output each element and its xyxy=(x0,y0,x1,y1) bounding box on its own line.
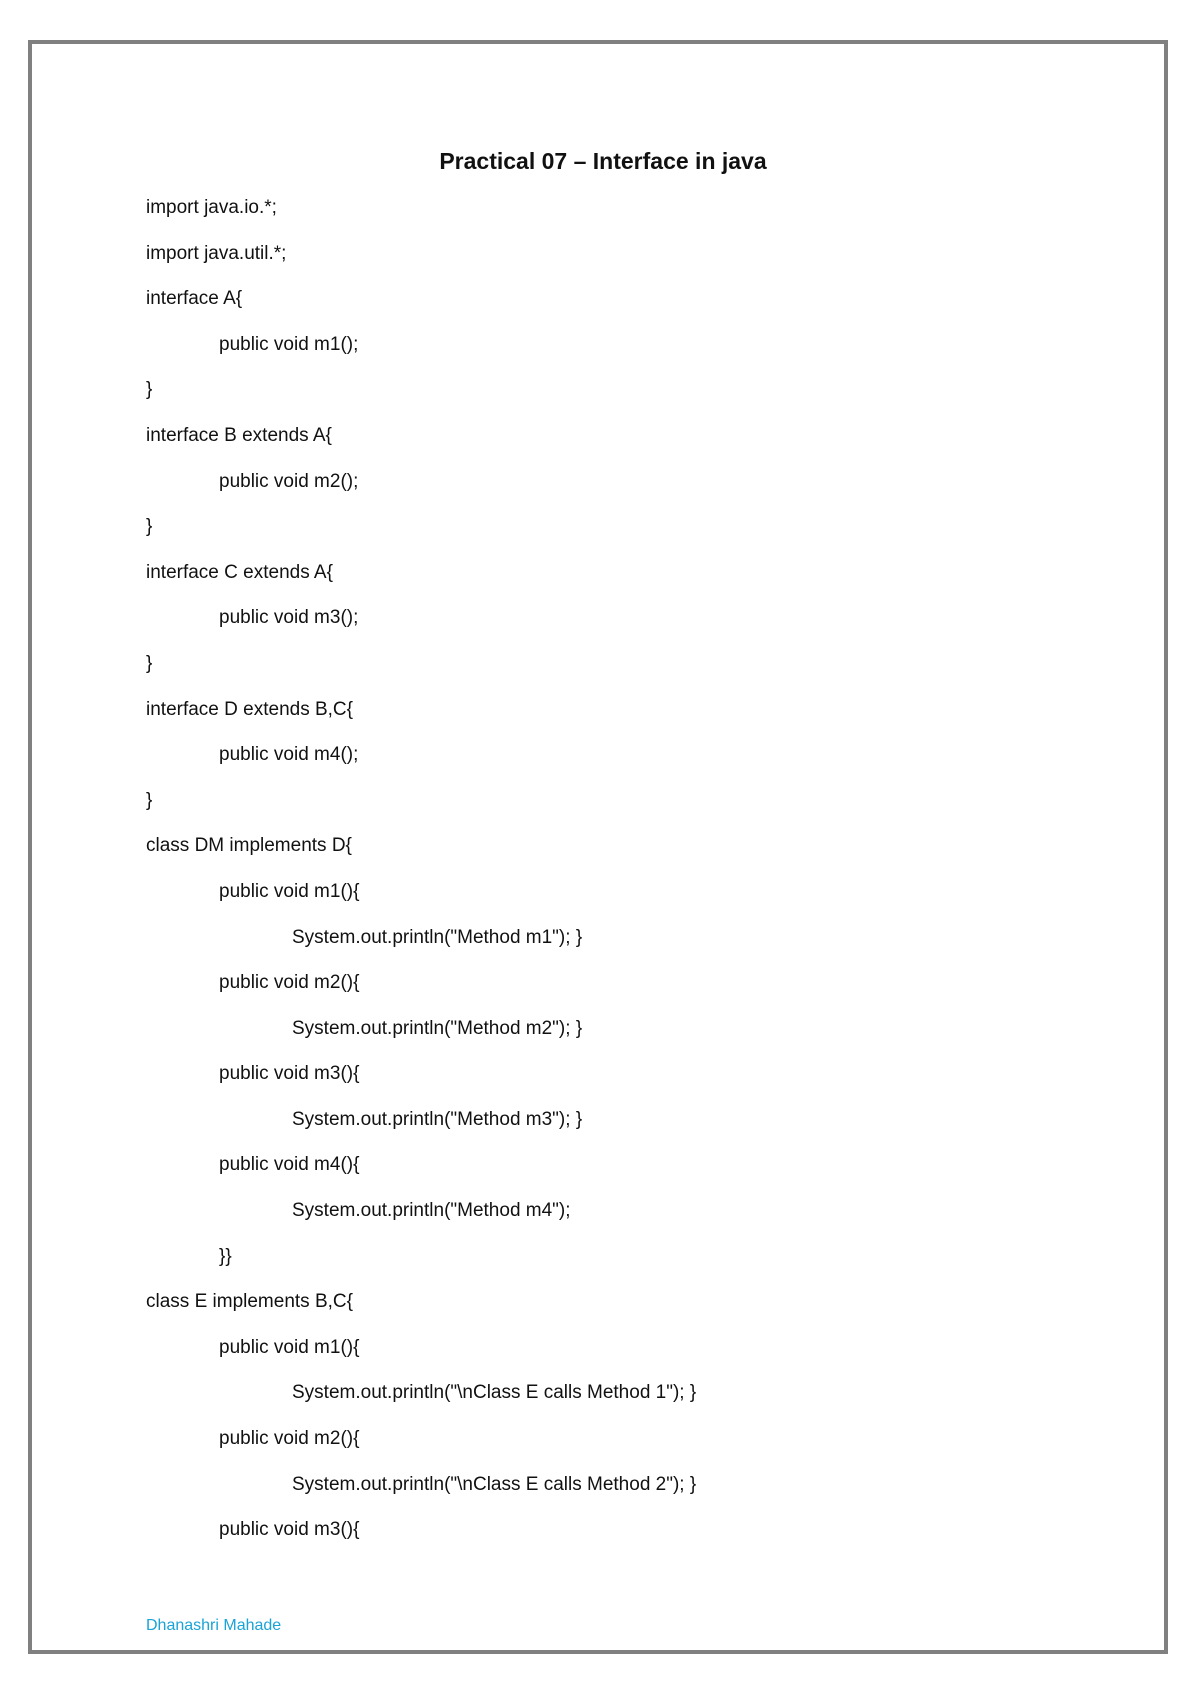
code-line: public void m1(){ xyxy=(219,880,360,902)
code-line: } xyxy=(146,379,153,401)
code-line: System.out.println("Method m4"); xyxy=(292,1200,571,1222)
code-line: public void m3(); xyxy=(219,607,359,629)
code-line: public void m4(); xyxy=(219,744,359,766)
code-line: public void m1(){ xyxy=(219,1336,360,1358)
code-line: public void m3(){ xyxy=(219,1519,360,1541)
code-line: public void m2(); xyxy=(219,470,359,492)
code-line: public void m2(){ xyxy=(219,1428,360,1450)
footer-author: Dhanashri Mahade xyxy=(146,1617,282,1634)
code-line: System.out.println("\nClass E calls Method 2"); } xyxy=(292,1473,697,1495)
code-line: import java.util.*; xyxy=(146,242,287,264)
code-line: class E implements B,C{ xyxy=(146,1291,353,1313)
code-line: public void m2(){ xyxy=(219,972,360,994)
code-line: public void m1(); xyxy=(219,333,359,355)
code-line: class DM implements D{ xyxy=(146,835,352,857)
code-line: } xyxy=(146,789,153,811)
code-line: interface A{ xyxy=(146,288,243,310)
code-line: System.out.println("Method m2"); } xyxy=(292,1017,583,1039)
page-title: Practical 07 – Interface in java xyxy=(439,148,767,174)
code-line: import java.io.*; xyxy=(146,197,277,218)
code-line: } xyxy=(146,516,153,538)
code-line: System.out.println("Method m1"); } xyxy=(292,926,583,948)
code-line: interface D extends B,C{ xyxy=(146,698,353,720)
code-line: System.out.println("\nClass E calls Method 1"); } xyxy=(292,1382,697,1404)
code-line: interface B extends A{ xyxy=(146,424,332,446)
code-line: System.out.println("Method m3"); } xyxy=(292,1108,583,1130)
code-listing xyxy=(146,197,696,1565)
code-line: public void m3(){ xyxy=(219,1063,360,1085)
code-line: }} xyxy=(219,1245,232,1267)
code-line: public void m4(){ xyxy=(219,1154,360,1176)
code-line: interface C extends A{ xyxy=(146,561,333,583)
code-line: } xyxy=(146,652,153,674)
